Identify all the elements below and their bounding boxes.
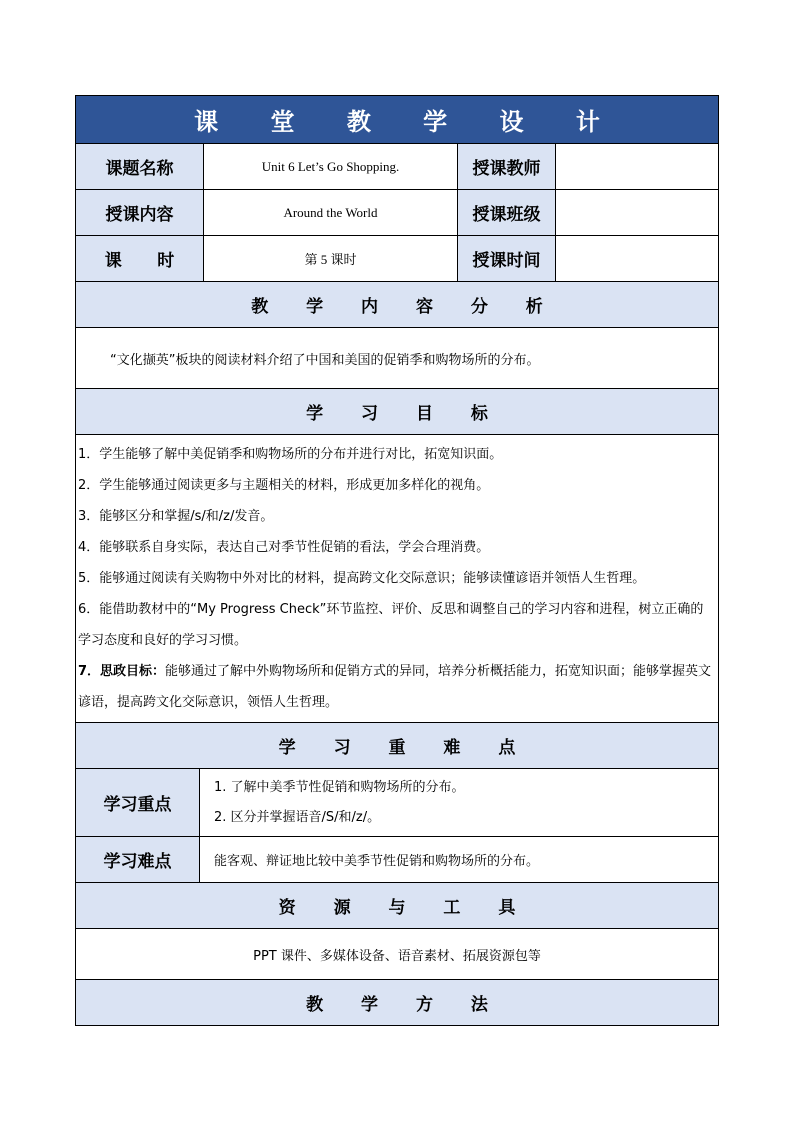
objectives-list bbox=[76, 435, 718, 723]
time-label: 授课时间 bbox=[458, 236, 556, 282]
teacher-value bbox=[556, 144, 718, 190]
content-analysis-text: “文化撷英”板块的阅读材料介绍了中国和美国的促销季和购物场所的分布。 bbox=[76, 328, 718, 389]
section-heading-content-analysis: 教 学 内 容 分 析 bbox=[76, 282, 718, 328]
lesson-design-table bbox=[75, 95, 719, 1026]
objective-item: 2．学生能够通过阅读更多与主题相关的材料，形成更加多样化的视角。 bbox=[78, 478, 490, 493]
content-value: Around the World bbox=[204, 190, 458, 236]
difficulty-row bbox=[76, 837, 718, 883]
difficulty-label: 学习难点 bbox=[76, 837, 200, 882]
teacher-label: 授课教师 bbox=[458, 144, 556, 190]
ideology-objective-prefix: 7．思政目标： bbox=[78, 664, 166, 679]
period-value: 第 5 课时 bbox=[204, 236, 458, 282]
focus-row bbox=[76, 769, 718, 837]
section-heading-key-points: 学 习 重 难 点 bbox=[76, 723, 718, 769]
ideology-objective-text: 能够通过了解中外购物场所和促销方式的异同，培养分析概括能力，拓宽知识面；能够掌握英文谚语，提高跨文化交际意识，领悟人生哲理。 bbox=[78, 664, 712, 710]
focus-label: 学习重点 bbox=[76, 769, 200, 836]
focus-item: 1. 了解中美季节性促销和购物场所的分布。 bbox=[214, 779, 465, 795]
objective-item: 6．能借助教材中的“My Progress Check”环节监控、评价、反思和调整自己的学习内容和进程，树立正确的学习态度和良好的学习习惯。 bbox=[78, 602, 704, 648]
content-label: 授课内容 bbox=[76, 190, 204, 236]
lesson-info-grid bbox=[76, 144, 718, 282]
document-title: 课 堂 教 学 设 计 bbox=[76, 96, 718, 144]
objective-item: 5．能够通过阅读有关购物中外对比的材料，提高跨文化交际意识；能够读懂谚语并领悟人生哲理。 bbox=[78, 571, 646, 586]
difficulty-text: 能客观、辩证地比较中美季节性促销和购物场所的分布。 bbox=[214, 854, 540, 869]
objective-item-ideology bbox=[78, 656, 714, 718]
topic-value: Unit 6 Let’s Go Shopping. bbox=[204, 144, 458, 190]
focus-content bbox=[200, 769, 718, 836]
class-label: 授课班级 bbox=[458, 190, 556, 236]
section-heading-methods: 教 学 方 法 bbox=[76, 980, 718, 1025]
section-heading-resources: 资 源 与 工 具 bbox=[76, 883, 718, 929]
resources-text: PPT 课件、多媒体设备、语音素材、拓展资源包等 bbox=[76, 929, 718, 980]
time-value bbox=[556, 236, 718, 282]
topic-label: 课题名称 bbox=[76, 144, 204, 190]
objective-item: 1．学生能够了解中美促销季和购物场所的分布并进行对比，拓宽知识面。 bbox=[78, 447, 503, 462]
focus-item: 2. 区分并掌握语音/S/和/z/。 bbox=[214, 809, 381, 825]
objective-item: 3．能够区分和掌握/s/和/z/发音。 bbox=[78, 509, 274, 524]
objective-item: 4．能够联系自身实际，表达自己对季节性促销的看法，学会合理消费。 bbox=[78, 540, 490, 555]
class-value bbox=[556, 190, 718, 236]
period-label: 课 时 bbox=[76, 236, 204, 282]
section-heading-objectives: 学 习 目 标 bbox=[76, 389, 718, 435]
